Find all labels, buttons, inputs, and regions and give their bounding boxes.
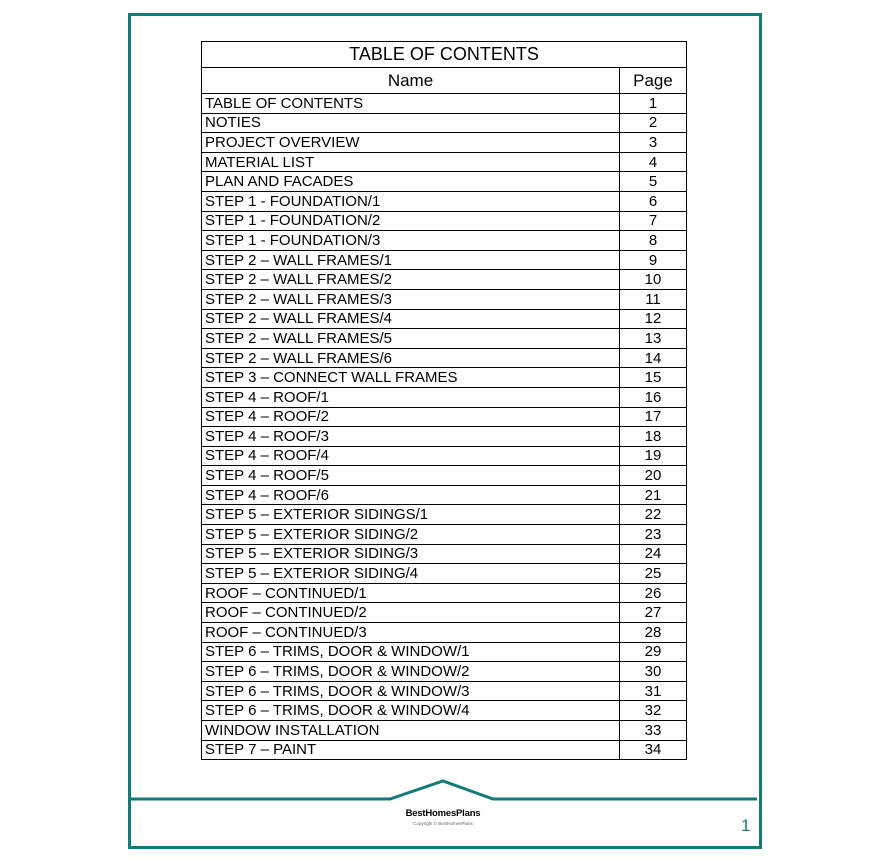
toc-entry-page: 18 [620, 427, 687, 447]
toc-entry-name: STEP 1 - FOUNDATION/2 [202, 211, 620, 231]
toc-entry-page: 29 [620, 642, 687, 662]
brand-copyright: Copyright © BestHomesPlans [413, 821, 473, 826]
toc-entry-name: PLAN AND FACADES [202, 172, 620, 192]
toc-entry-page: 30 [620, 662, 687, 682]
toc-entry-name: STEP 6 – TRIMS, DOOR & WINDOW/3 [202, 681, 620, 701]
toc-entry-page: 26 [620, 583, 687, 603]
toc-entry-page: 15 [620, 368, 687, 388]
toc-entry-name: WINDOW INSTALLATION [202, 721, 620, 741]
toc-entry-name: STEP 2 – WALL FRAMES/3 [202, 289, 620, 309]
toc-entry-page: 13 [620, 329, 687, 349]
toc-entry-name: STEP 6 – TRIMS, DOOR & WINDOW/1 [202, 642, 620, 662]
toc-entry-name: STEP 2 – WALL FRAMES/1 [202, 250, 620, 270]
toc-entry-page: 21 [620, 485, 687, 505]
toc-entry-name: ROOF – CONTINUED/3 [202, 623, 620, 643]
toc-entry-name: ROOF – CONTINUED/1 [202, 583, 620, 603]
toc-entry-name: STEP 5 – EXTERIOR SIDING/2 [202, 525, 620, 545]
toc-entry-page: 17 [620, 407, 687, 427]
toc-entry-name: STEP 7 – PAINT [202, 740, 620, 760]
toc-entry-page: 14 [620, 348, 687, 368]
toc-entry-page: 33 [620, 721, 687, 741]
brand-logo [392, 808, 494, 826]
toc-entry-page: 12 [620, 309, 687, 329]
toc-entry-name: STEP 5 – EXTERIOR SIDINGS/1 [202, 505, 620, 525]
toc-entry-page: 20 [620, 466, 687, 486]
toc-entry-name: STEP 4 – ROOF/6 [202, 485, 620, 505]
toc-entry-page: 28 [620, 623, 687, 643]
toc-entry-name: MATERIAL LIST [202, 152, 620, 172]
page-number: 1 [741, 816, 751, 835]
toc-entry-name: STEP 2 – WALL FRAMES/2 [202, 270, 620, 290]
toc-entry-page: 25 [620, 564, 687, 584]
toc-entry-page: 10 [620, 270, 687, 290]
house-roof-line [131, 781, 757, 799]
toc-entry-page: 4 [620, 152, 687, 172]
toc-entry-name: STEP 2 – WALL FRAMES/5 [202, 329, 620, 349]
toc-entry-name: STEP 6 – TRIMS, DOOR & WINDOW/2 [202, 662, 620, 682]
toc-entry-page: 8 [620, 231, 687, 251]
toc-entry-name: ROOF – CONTINUED/2 [202, 603, 620, 623]
toc-entry-page: 7 [620, 211, 687, 231]
toc-entry-page: 11 [620, 289, 687, 309]
toc-entry-page: 6 [620, 191, 687, 211]
toc-entry-name: STEP 4 – ROOF/5 [202, 466, 620, 486]
toc-entry-name: TABLE OF CONTENTS [202, 94, 620, 114]
brand-name: BestHomesPlans [405, 808, 481, 819]
toc-entry-name: STEP 4 – ROOF/2 [202, 407, 620, 427]
column-header-page: Page [620, 68, 687, 94]
toc-entry-name: STEP 6 – TRIMS, DOOR & WINDOW/4 [202, 701, 620, 721]
toc-entry-name: PROJECT OVERVIEW [202, 133, 620, 153]
toc-entry-page: 31 [620, 681, 687, 701]
toc-entry-name: STEP 2 – WALL FRAMES/6 [202, 348, 620, 368]
toc-entry-page: 9 [620, 250, 687, 270]
toc-entry-name: STEP 5 – EXTERIOR SIDING/4 [202, 564, 620, 584]
toc-entry-page: 23 [620, 525, 687, 545]
toc-entry-page: 27 [620, 603, 687, 623]
toc-entry-page: 1 [620, 94, 687, 114]
toc-entry-page: 32 [620, 701, 687, 721]
toc-entry-name: STEP 4 – ROOF/1 [202, 387, 620, 407]
toc-entry-page: 5 [620, 172, 687, 192]
toc-entry-name: STEP 1 - FOUNDATION/3 [202, 231, 620, 251]
toc-entry-name: STEP 4 – ROOF/4 [202, 446, 620, 466]
toc-title: TABLE OF CONTENTS [202, 42, 687, 68]
toc-entry-page: 3 [620, 133, 687, 153]
toc-entry-page: 16 [620, 387, 687, 407]
toc-entry-page: 19 [620, 446, 687, 466]
toc-entry-page: 34 [620, 740, 687, 760]
toc-entry-page: 2 [620, 113, 687, 133]
toc-entry-page: 24 [620, 544, 687, 564]
toc-entry-name: STEP 1 - FOUNDATION/1 [202, 191, 620, 211]
toc-entry-name: NOTIES [202, 113, 620, 133]
toc-entry-name: STEP 4 – ROOF/3 [202, 427, 620, 447]
toc-entry-name: STEP 3 – CONNECT WALL FRAMES [202, 368, 620, 388]
toc-entry-name: STEP 2 – WALL FRAMES/4 [202, 309, 620, 329]
column-header-name: Name [202, 68, 620, 94]
toc-entry-name: STEP 5 – EXTERIOR SIDING/3 [202, 544, 620, 564]
toc-entry-page: 22 [620, 505, 687, 525]
